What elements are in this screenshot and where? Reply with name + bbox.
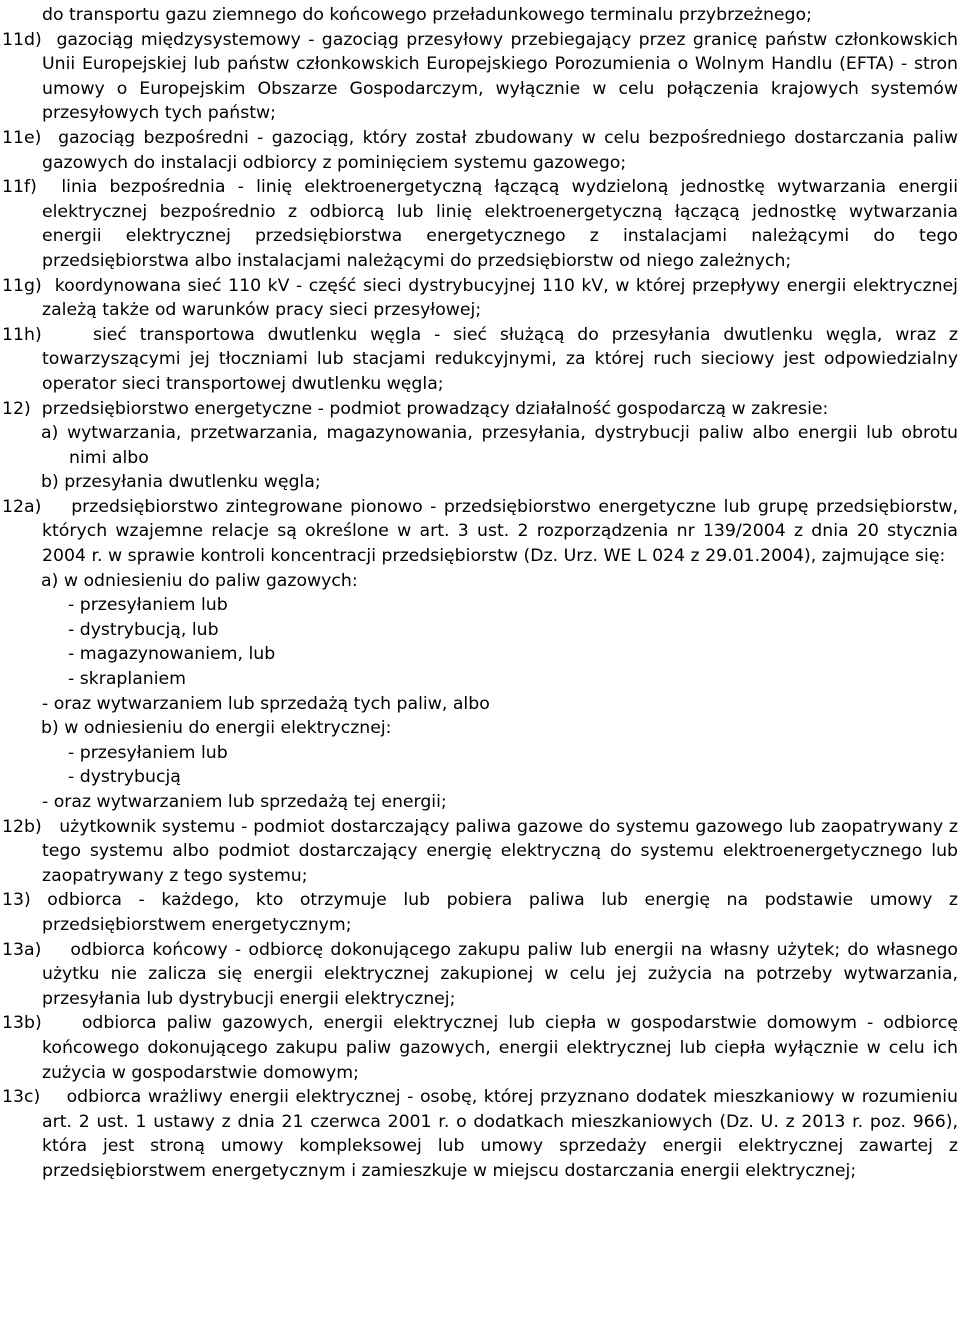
definition-13c [2,1085,958,1183]
item-text: odbiorca paliw gazowych, energii elektrycznej lub ciepła w gospodarstwie domowym - odbiorcę końcowego dokonującego zakupu paliw gazowych, energii elektrycznej lub ciepła wyłącznie w celu ich zużycia w gospodarstwie domowym; [42,1013,958,1083]
item-text: linia bezpośrednia - linię elektroenergetyczną łączącą wydzieloną jednostkę wytwarzania energii elektrycznej bezpośrednio z odbiorcą lub linię elektroenergetyczną łączącą jednostkę wytwarzania energii elektrycznej przedsiębiorstwa energetycznego z instalacjami należącymi do tego przedsiębiorstwa albo instalacjami należącymi do przedsiębiorstw od niego zależnych; [42,177,958,271]
item-text: sieć transportowa dwutlenku węgla - sieć służącą do przesyłania dwutlenku węgla, wraz z towarzyszącymi jej tłoczniami lub stacjami redukcyjnymi, za której ruch sieciowy jest odpowiedzialny operator sieci transportowej dwutlenku węgla; [42,324,958,394]
item-label: 13a) [2,939,42,960]
subitem-12b: b) przesyłania dwutlenku węgla; [41,472,321,493]
dash-item: - dystrybucją [68,767,181,788]
definition-11h [2,323,958,397]
item-label: 11g) [2,275,42,296]
item-label: 13b) [2,1013,42,1034]
item-label: 12b) [2,816,42,837]
definition-11g [2,274,958,323]
item-label: 12) [2,398,31,419]
item-label: 13c) [2,1087,41,1108]
dash-item: - przesyłaniem lub [68,595,228,616]
item-label: 11e) [2,127,42,148]
group-trail-electricity: - oraz wytwarzaniem lub sprzedażą tej energii; [42,792,447,812]
item-text: gazociąg międzysystemowy - gazociąg przesyłowy przebiegający przez granicę państw członkowskich Unii Europejskiej lub państw członkowskich Europejskiego Porozumienia o Wolnym Handlu (EFTA) - stron umowy o Europejskim Obszarze Gospodarczym, wyłącznie w celu połączenia krajowych systemów przesyłowych tych państw; [42,29,958,124]
subitem-12a: a) wytwarzania, przetwarzania, magazynowania, przesyłania, dystrybucji paliw albo energii lub obrotu nimi albo [41,423,958,468]
definition-13b [2,1011,958,1085]
dash-item: - skraplaniem [68,669,187,690]
definition-12b [2,815,958,889]
item-label: 11f) [2,177,37,198]
item-text: koordynowana sieć 110 kV - część sieci dystrybucyjnej 110 kV, w której przepływy energii elektrycznej zależą także od warunków pracy sieci przesyłowej; [42,275,958,321]
dash-item: - magazynowaniem, lub [68,644,276,665]
dash-item: - przesyłaniem lub [68,742,228,763]
item-text: użytkownik systemu - podmiot dostarczający paliwa gazowe do systemu gazowego lub zaopatrywany z tego systemu albo podmiot dostarczający energię elektryczną do systemu elektroenergetycznego lub zaopatrywany z tego systemu; [42,816,958,886]
definition-12a [2,495,958,569]
item-text: odbiorca - każdego, kto otrzymuje lub pobiera paliwa lub energię na podstawie umowy z przedsiębiorstwem energetycznym; [42,890,958,935]
dash-item: - dystrybucją, lub [68,619,219,640]
definition-12 [2,397,958,422]
item-text: przedsiębiorstwo energetyczne - podmiot prowadzący działalność gospodarczą w zakresie: [41,398,829,419]
group-heading-electricity: b) w odniesieniu do energii elektrycznej: [41,718,392,739]
item-text: przedsiębiorstwo zintegrowane pionowo - przedsiębiorstwo energetyczne lub grupę przedsiębiorstw, których wzajemne relacje są określone w art. 3 ust. 2 rozporządzenia nr 139/2004 z dnia 20 stycznia 2004 r. w sprawie kontroli koncentracji przedsiębiorstw (Dz. Urz. WE L 024 z 29.01.2004), zajmujące się: [42,496,958,567]
item-text: odbiorca końcowy - odbiorcę dokonującego zakupu paliw lub energii na własny użytek; do własnego użytku nie zalicza się energii elektrycznej zakupionej w celu jej zużycia na potrzeby wytwarzania, przesyłania lub dystrybucji energii elektrycznej; [42,939,958,1009]
continuation-text: do transportu gazu ziemnego do końcowego przeładunkowego terminalu przybrzeżnego; [42,5,812,25]
definition-11e [2,126,958,175]
definition-13 [2,888,958,937]
item-label: 12a) [2,496,42,517]
item-text: gazociąg bezpośredni - gazociąg, który został zbudowany w celu bezpośredniego dostarczania paliw gazowych do instalacji odbiorcy z pominięciem systemu gazowego; [42,127,958,173]
item-label: 11h) [2,324,42,345]
definition-11d [2,28,958,126]
item-label: 11d) [2,29,42,50]
group-trail-gas: - oraz wytwarzaniem lub sprzedażą tych paliw, albo [42,693,490,714]
item-text: odbiorca wrażliwy energii elektrycznej - osobę, której przyznano dodatek mieszkaniowy w rozumieniu art. 2 ust. 1 ustawy z dnia 21 czerwca 2001 r. o dodatkach mieszkaniowych (Dz. U. z 2013 r. poz. 966), która jest stroną umowy kompleksowej lub umowy sprzedaży energii elektrycznej zawartej z przedsiębiorstwem energetycznym i zamieszkuje w miejscu dostarczania energii elektrycznej; [42,1087,958,1181]
group-heading-gas: a) w odniesieniu do paliw gazowych: [41,570,358,591]
item-label: 13) [2,890,31,911]
definition-11f [2,175,958,273]
definition-13a [2,938,958,1012]
